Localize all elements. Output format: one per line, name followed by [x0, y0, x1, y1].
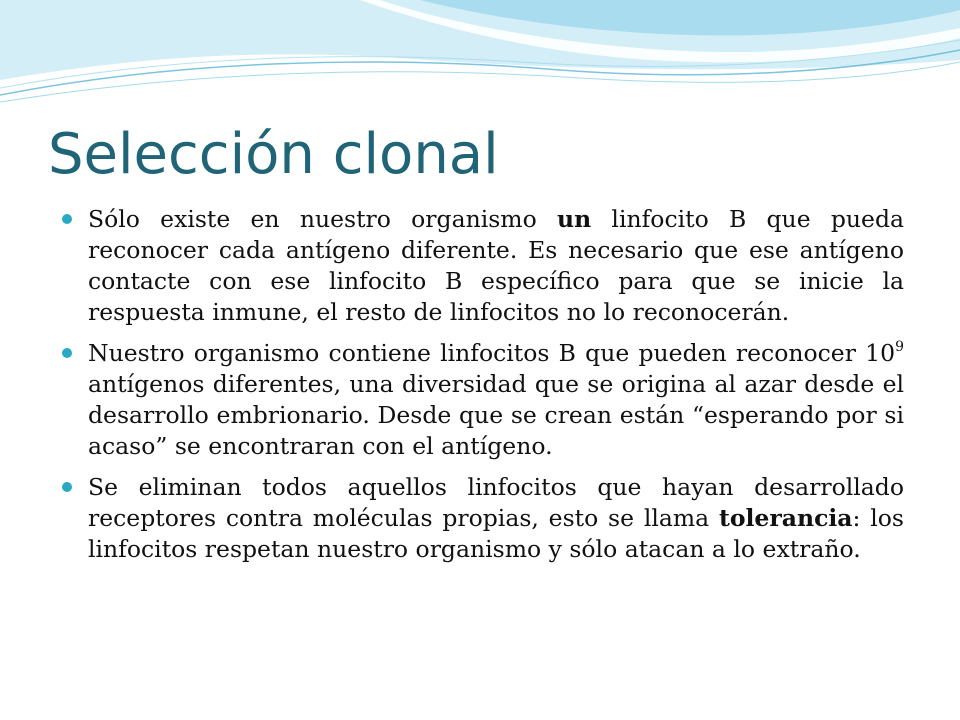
bullet-dot-icon	[62, 348, 72, 358]
header-wave-decoration	[0, 0, 960, 120]
bullet-dot-icon	[62, 482, 72, 492]
bullet-item	[56, 204, 904, 328]
bullet-list	[56, 204, 904, 575]
bullet-dot-icon	[62, 214, 72, 224]
bullet-text: Nuestro organismo contiene linfocitos B que pueden reconocer $10^9$ antígenos diferentes, una diversidad que se origina al azar desde el desarrollo embrionario. Desde que se crean están “esperando por si acaso” se encontraran con el antígeno.	[88, 339, 904, 460]
wave-line-2	[0, 62, 960, 102]
bullet-text: Sólo existe en nuestro organismo un linfocito B que pueda reconocer cada antígeno diferente. Es necesario que ese antígeno contacte con ese linfocito B específico para que se inicie la respuesta inmune, el resto de linfocitos no lo reconocerán.	[88, 205, 905, 326]
bullet-text: Se eliminan todos aquellos linfocitos que hayan desarrollado receptores contra moléculas propias, esto se llama tolerancia: los linfocitos respetan nuestro organismo y sólo atacan a lo extraño.	[88, 473, 904, 563]
bullet-item	[56, 472, 904, 565]
slide-title: Selección clonal	[48, 122, 499, 187]
bullet-item	[56, 338, 904, 462]
